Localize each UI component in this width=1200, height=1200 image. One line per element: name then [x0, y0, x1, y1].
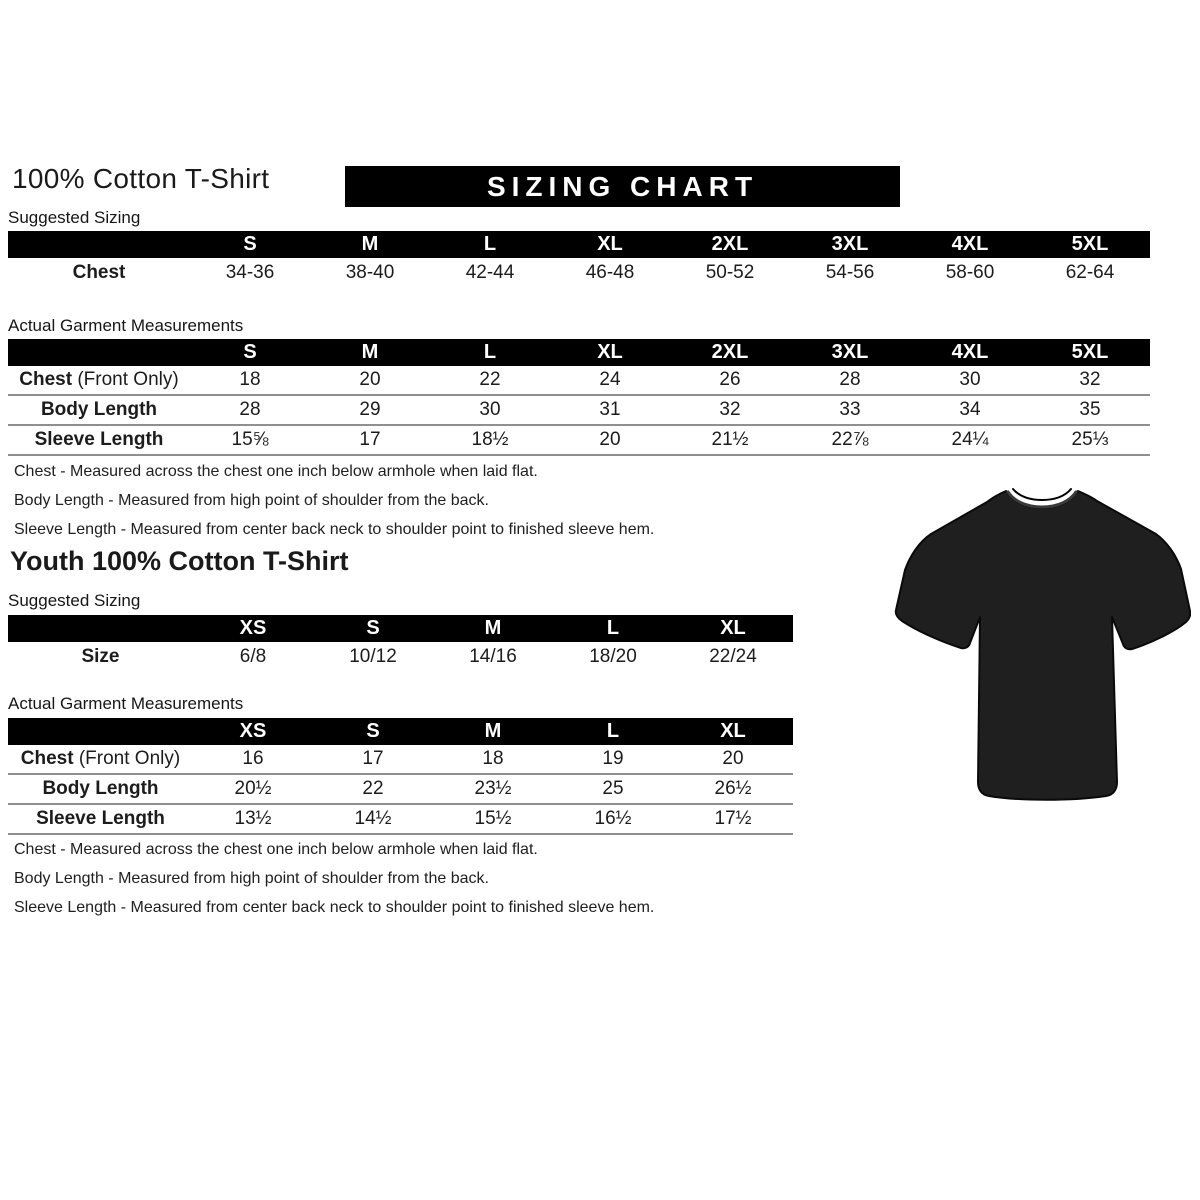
cell: 34 [910, 395, 1030, 425]
cell: 35 [1030, 395, 1150, 425]
youth-measurement-notes [14, 840, 654, 927]
adult-garment-measurements-table [8, 339, 1150, 456]
cell: 18½ [430, 425, 550, 455]
cell: 31 [550, 395, 670, 425]
cell: 38-40 [345, 262, 395, 283]
tshirt-body [896, 491, 1190, 800]
cell: 14½ [313, 804, 433, 834]
cell: 46-48 [585, 262, 635, 283]
row-label-body-length: Body Length [8, 774, 193, 804]
cell: 20½ [193, 774, 313, 804]
note-chest: Chest - Measured across the chest one inch below armhole when laid flat. [14, 841, 538, 858]
cell: 28 [190, 395, 310, 425]
col-header-2xl: 2XL [670, 231, 790, 258]
cell: 15⅝ [190, 425, 310, 455]
col-header-s: S [313, 615, 433, 642]
size-header-row [8, 339, 1150, 366]
cell: 17 [313, 745, 433, 774]
adult-garment-measurements-label: Actual Garment Measurements [8, 316, 244, 335]
corner-cell [8, 339, 190, 366]
adult-measurement-notes [14, 462, 654, 549]
cell: 18/20 [589, 646, 637, 667]
cell: 29 [310, 395, 430, 425]
youth-garment-measurements-label: Actual Garment Measurements [8, 694, 244, 713]
cell: 18 [190, 366, 310, 395]
table-row-chest [8, 745, 793, 774]
cell: 30 [430, 395, 550, 425]
cell: 22/24 [709, 646, 757, 667]
cell: 16½ [553, 804, 673, 834]
cell: 16 [193, 745, 313, 774]
cell: 28 [790, 366, 910, 395]
table-row-body-length [8, 395, 1150, 425]
cell: 50-52 [705, 262, 755, 283]
cell: 25 [553, 774, 673, 804]
cell: 20 [310, 366, 430, 395]
col-header-l: L [553, 718, 673, 745]
cell: 22⅞ [790, 425, 910, 455]
cell: 54-56 [825, 262, 875, 283]
adult-suggested-sizing-table [8, 231, 1150, 288]
col-header-m: M [433, 615, 553, 642]
cell: 19 [553, 745, 673, 774]
corner-cell [8, 231, 190, 258]
cell: 24¼ [910, 425, 1030, 455]
youth-suggested-sizing-table [8, 615, 793, 672]
col-header-xl: XL [673, 718, 793, 745]
cell: 15½ [433, 804, 553, 834]
col-header-s: S [190, 339, 310, 366]
note-body-length: Body Length - Measured from high point of shoulder from the back. [14, 492, 489, 509]
note-sleeve-length: Sleeve Length - Measured from center back neck to shoulder point to finished sleeve hem. [14, 521, 655, 538]
row-label-sleeve-length: Sleeve Length [8, 425, 190, 455]
col-header-4xl: 4XL [910, 231, 1030, 258]
note-chest: Chest - Measured across the chest one inch below armhole when laid flat. [14, 463, 538, 480]
col-header-2xl: 2XL [670, 339, 790, 366]
col-header-l: L [430, 339, 550, 366]
size-header-row [8, 718, 793, 745]
size-header-row [8, 615, 793, 642]
table-row-size [8, 642, 793, 672]
col-header-s: S [313, 718, 433, 745]
col-header-xs: XS [193, 615, 313, 642]
table-row-sleeve-length [8, 425, 1150, 455]
size-header-row [8, 231, 1150, 258]
col-header-m: M [433, 718, 553, 745]
col-header-m: M [310, 231, 430, 258]
col-header-3xl: 3XL [790, 339, 910, 366]
col-header-s: S [190, 231, 310, 258]
youth-garment-measurements-table [8, 718, 793, 835]
cell: 58-60 [945, 262, 995, 283]
youth-section-title: Youth 100% Cotton T-Shirt [10, 546, 349, 576]
col-header-3xl: 3XL [790, 231, 910, 258]
cell: 18 [433, 745, 553, 774]
cell: 22 [313, 774, 433, 804]
adult-suggested-sizing-label: Suggested Sizing [8, 208, 141, 227]
cell: 30 [910, 366, 1030, 395]
col-header-l: L [553, 615, 673, 642]
cell: 24 [550, 366, 670, 395]
row-label-body-length: Body Length [8, 395, 190, 425]
page-title: 100% Cotton T-Shirt [12, 163, 270, 194]
cell: 22 [430, 366, 550, 395]
row-label-chest: Chest (Front Only) [8, 366, 190, 395]
cell: 17½ [673, 804, 793, 834]
row-label-chest: Chest (Front Only) [8, 745, 193, 774]
cell: 34-36 [225, 262, 275, 283]
cell: 42-44 [465, 262, 515, 283]
cell: 32 [1030, 366, 1150, 395]
col-header-xl: XL [673, 615, 793, 642]
col-header-xl: XL [550, 339, 670, 366]
tshirt-collar-inner [1013, 489, 1071, 500]
col-header-m: M [310, 339, 430, 366]
cell: 20 [550, 425, 670, 455]
col-header-xl: XL [550, 231, 670, 258]
col-header-xs: XS [193, 718, 313, 745]
cell: 32 [670, 395, 790, 425]
cell: 25⅓ [1030, 425, 1150, 455]
corner-cell [8, 615, 193, 642]
table-row-chest [8, 366, 1150, 395]
cell: 23½ [433, 774, 553, 804]
cell: 14/16 [469, 646, 517, 667]
col-header-4xl: 4XL [910, 339, 1030, 366]
col-header-l: L [430, 231, 550, 258]
sizing-chart-banner: SIZING CHART [345, 166, 900, 207]
row-label-size: Size [81, 646, 120, 667]
corner-cell [8, 718, 193, 745]
cell: 21½ [670, 425, 790, 455]
cell: 62-64 [1065, 262, 1115, 283]
note-sleeve-length: Sleeve Length - Measured from center back neck to shoulder point to finished sleeve hem. [14, 899, 655, 916]
cell: 26½ [673, 774, 793, 804]
col-header-5xl: 5XL [1030, 339, 1150, 366]
cell: 17 [310, 425, 430, 455]
col-header-5xl: 5XL [1030, 231, 1150, 258]
table-row-chest [8, 258, 1150, 288]
cell: 20 [673, 745, 793, 774]
table-row-body-length [8, 774, 793, 804]
tshirt-graphic [893, 477, 1191, 809]
cell: 13½ [193, 804, 313, 834]
cell: 10/12 [349, 646, 397, 667]
cell: 6/8 [239, 646, 267, 667]
note-body-length: Body Length - Measured from high point of shoulder from the back. [14, 870, 489, 887]
row-label-chest: Chest [72, 262, 126, 283]
cell: 26 [670, 366, 790, 395]
cell: 33 [790, 395, 910, 425]
table-row-sleeve-length [8, 804, 793, 834]
black-tshirt-image [893, 477, 1191, 809]
youth-suggested-sizing-label: Suggested Sizing [8, 591, 141, 610]
row-label-sleeve-length: Sleeve Length [8, 804, 193, 834]
